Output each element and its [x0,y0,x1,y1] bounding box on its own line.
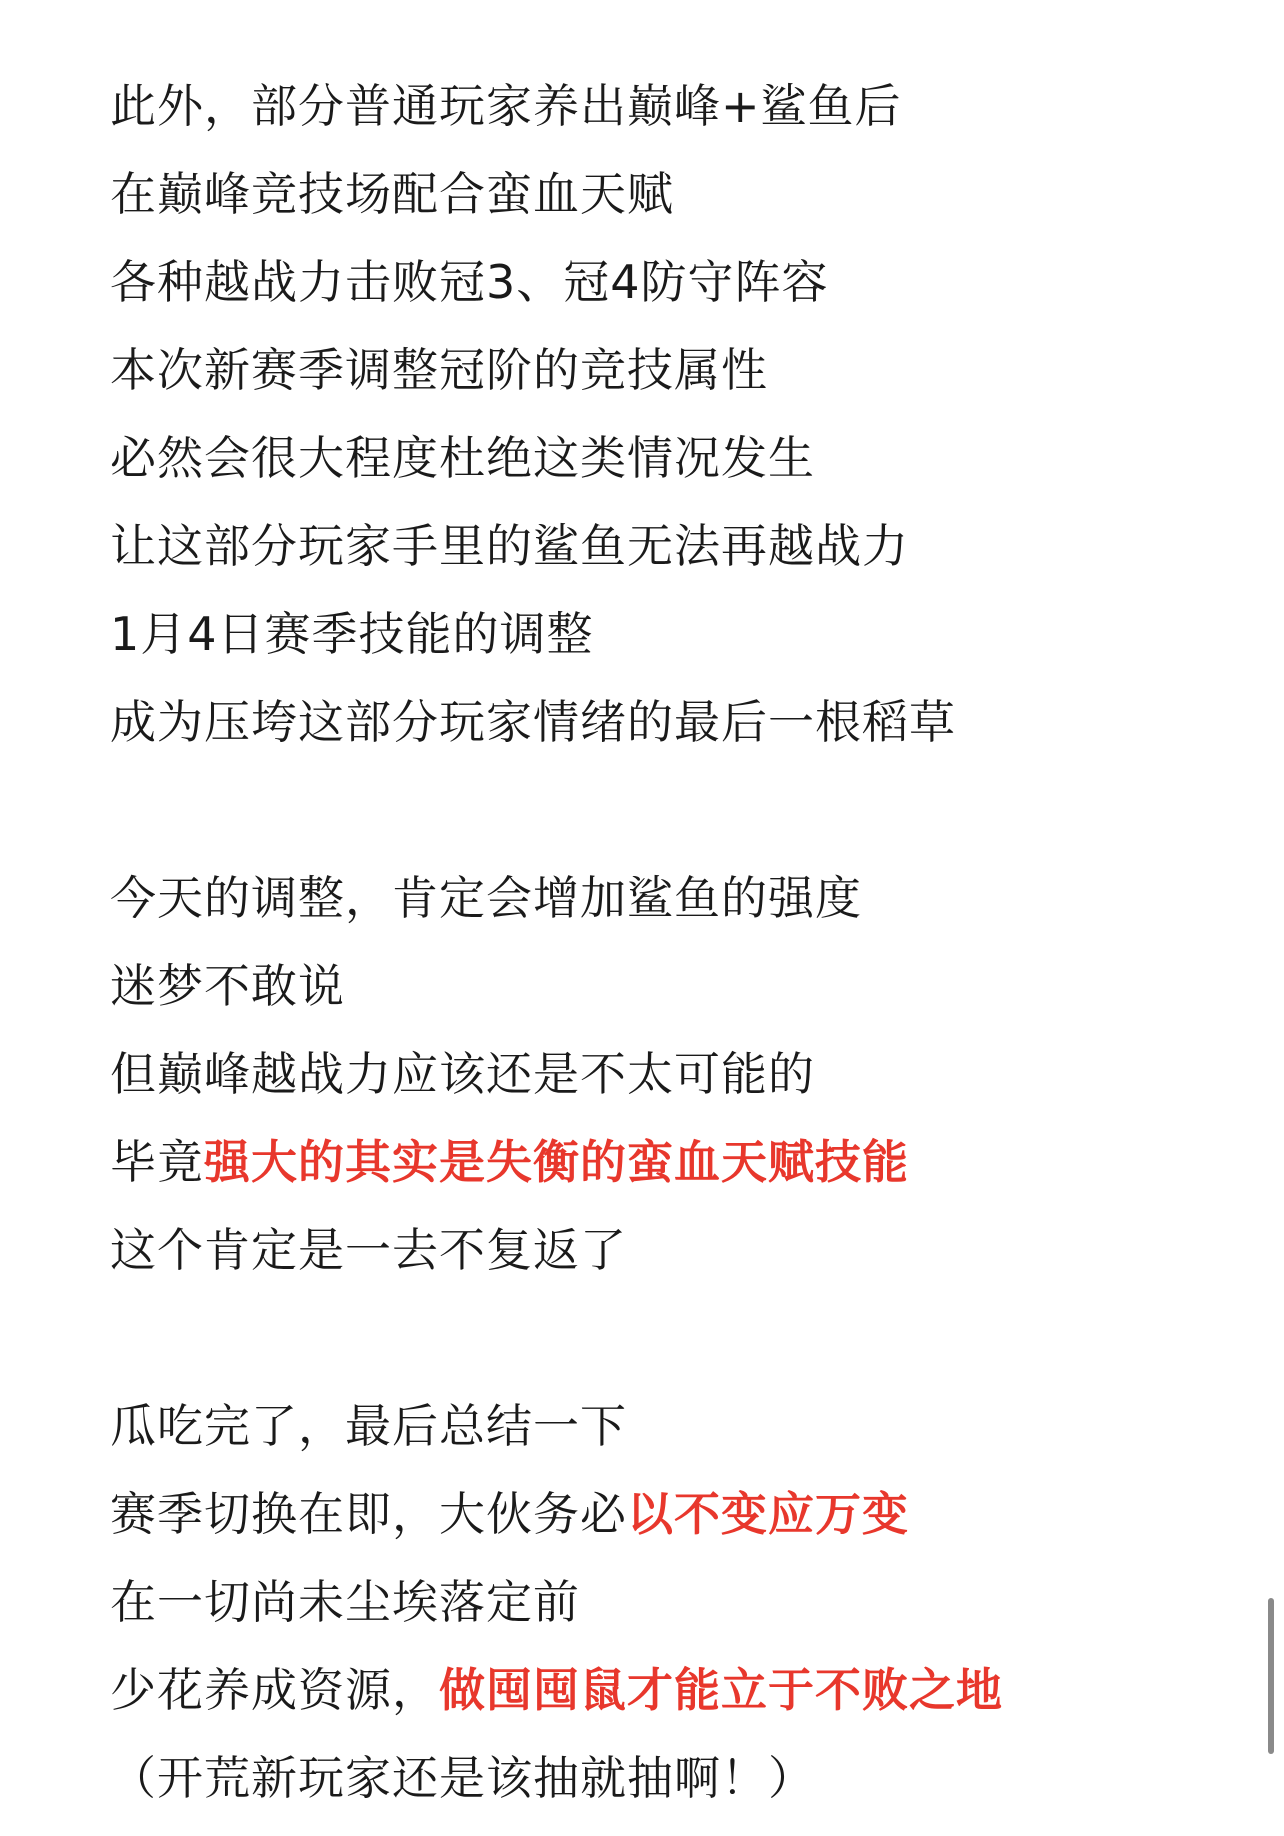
text-line-with-highlight [110,1646,1230,1734]
text-line: 但巅峰越战力应该还是不太可能的 [110,1047,815,1101]
text-line: 迷梦不敢说 [110,959,345,1013]
highlighted-text: 以不变应万变 [627,1487,909,1541]
highlighted-text: 做囤囤鼠才能立于不败之地 [439,1663,1003,1717]
text-line: 此外，部分普通玩家养出巅峰+鲨鱼后 [110,79,902,133]
text-line: 在一切尚未尘埃落定前 [110,1575,580,1629]
text-line: 让这部分玩家手里的鲨鱼无法再越战力 [110,519,909,573]
text-line-with-highlight [110,1118,1230,1206]
highlighted-text: 强大的其实是失衡的蛮血天赋技能 [204,1135,909,1189]
line-prefix: 毕竟 [110,1135,204,1189]
vertical-scrollbar[interactable] [1268,1598,1274,1754]
paragraph-gap [110,1294,1230,1382]
text-line: 本次新赛季调整冠阶的竞技属性 [110,343,768,397]
text-line: （开荒新玩家还是该抽就抽啊！） [110,1751,815,1805]
text-line: 各种越战力击败冠3、冠4防守阵容 [110,255,829,309]
text-line: 成为压垮这部分玩家情绪的最后一根稻草 [110,695,956,749]
line-prefix: 少花养成资源， [110,1663,439,1717]
text-line: 这个肯定是一去不复返了 [110,1223,627,1277]
text-line: 瓜吃完了，最后总结一下 [110,1399,627,1453]
text-line: 1月4日赛季技能的调整 [110,607,594,661]
text-line: 必然会很大程度杜绝这类情况发生 [110,431,815,485]
text-line-with-highlight [110,1470,1230,1558]
paragraph-gap [110,766,1230,854]
article-body [110,62,1230,1822]
text-line: 在巅峰竞技场配合蛮血天赋 [110,167,674,221]
text-line: 今天的调整，肯定会增加鲨鱼的强度 [110,871,862,925]
line-prefix: 赛季切换在即，大伙务必 [110,1487,627,1541]
